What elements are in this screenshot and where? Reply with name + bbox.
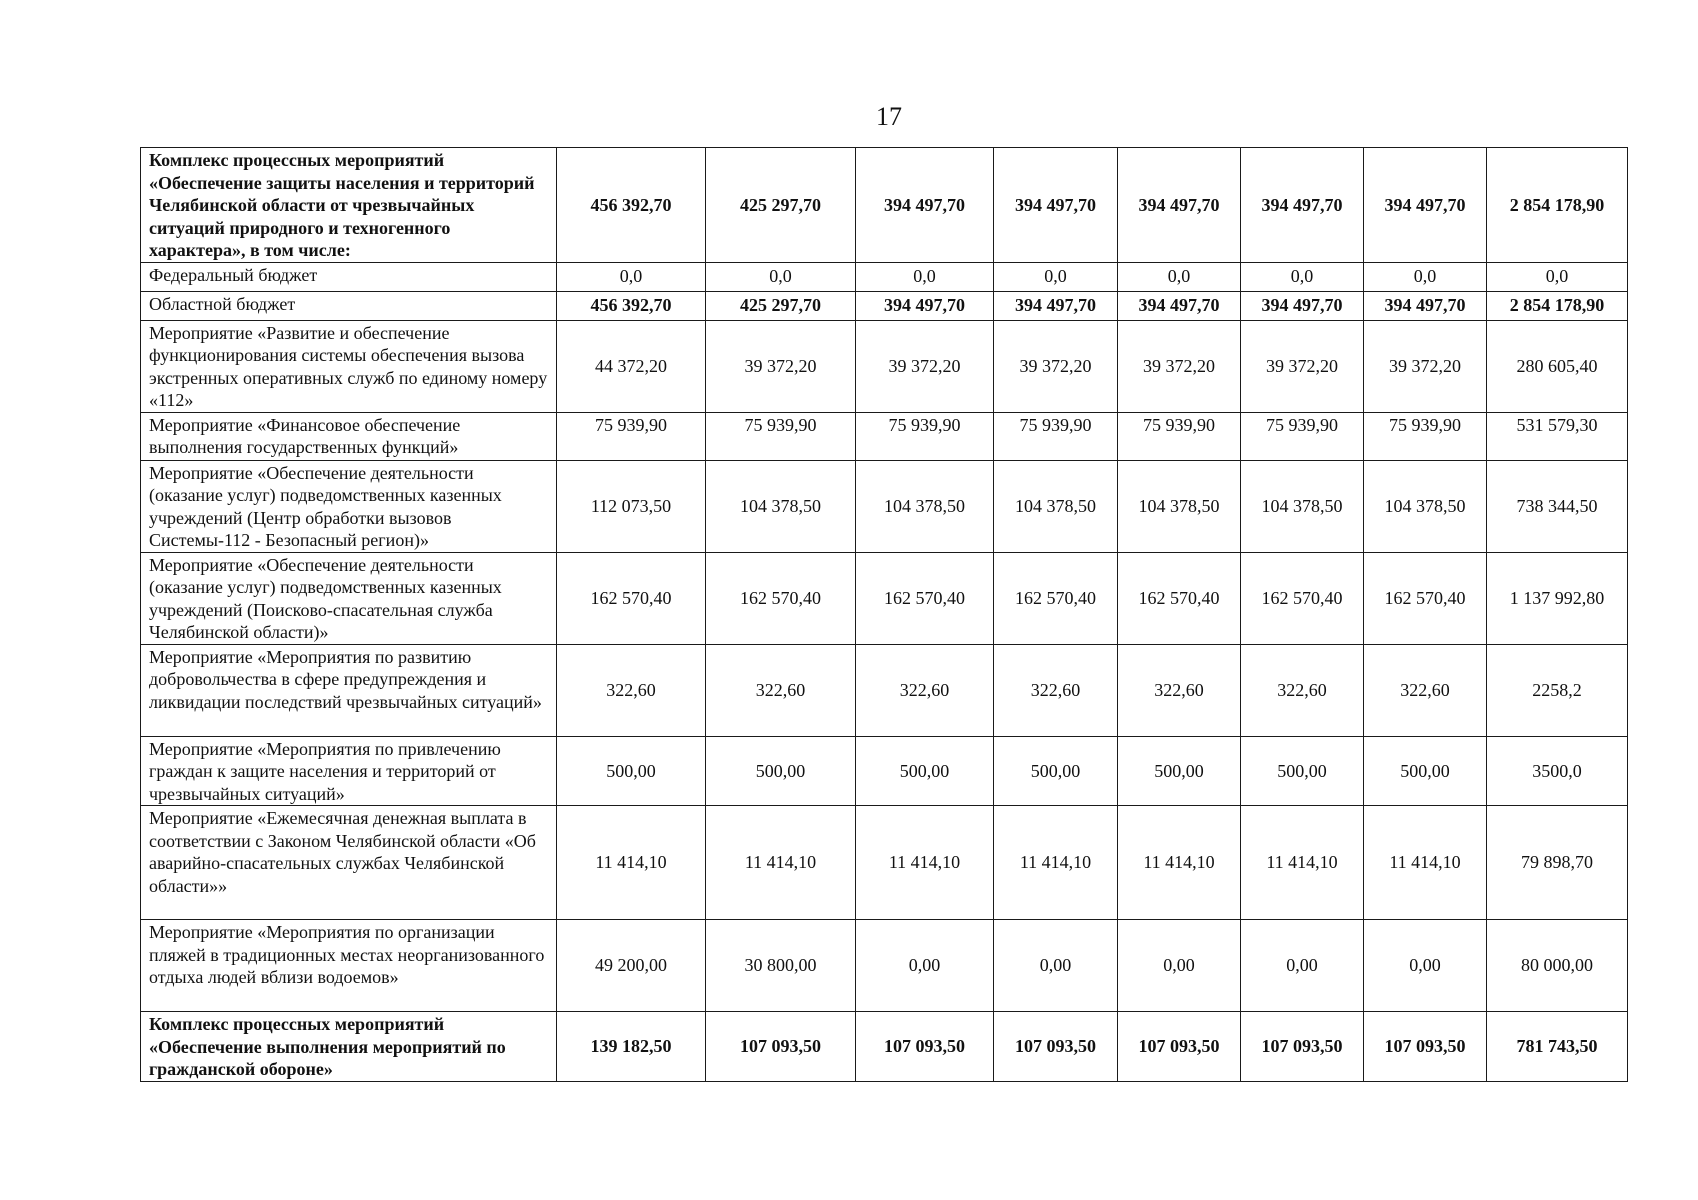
value-cell: 49 200,00 (557, 920, 706, 1012)
row-label: Мероприятие «Мероприятия по привлечению граждан к защите населения и территорий от чрезвычайных ситуаций» (141, 736, 557, 806)
row-label: Областной бюджет (141, 291, 557, 320)
value-cell: 112 073,50 (557, 460, 706, 552)
value-cell: 0,00 (856, 920, 994, 1012)
value-cell: 75 939,90 (994, 412, 1118, 460)
value-cell: 0,0 (1364, 262, 1487, 291)
budget-table (140, 147, 1628, 1082)
value-cell: 500,00 (994, 736, 1118, 806)
value-cell: 104 378,50 (1118, 460, 1241, 552)
value-cell: 75 939,90 (706, 412, 856, 460)
value-cell: 0,00 (1241, 920, 1364, 1012)
value-cell: 107 093,50 (994, 1012, 1118, 1082)
value-cell: 39 372,20 (1241, 320, 1364, 412)
value-cell: 107 093,50 (706, 1012, 856, 1082)
value-cell: 75 939,90 (856, 412, 994, 460)
value-cell: 322,60 (994, 644, 1118, 736)
table-row (141, 412, 1628, 460)
value-cell: 0,00 (1364, 920, 1487, 1012)
row-label: Мероприятие «Мероприятия по развитию добровольчества в сфере предупреждения и ликвидации последствий чрезвычайных ситуаций» (141, 644, 557, 736)
table-row (141, 320, 1628, 412)
value-cell: 500,00 (1118, 736, 1241, 806)
table-row (141, 148, 1628, 263)
value-cell: 39 372,20 (1118, 320, 1241, 412)
table-row (141, 736, 1628, 806)
value-cell: 107 093,50 (1241, 1012, 1364, 1082)
table-row (141, 644, 1628, 736)
value-cell: 75 939,90 (1241, 412, 1364, 460)
value-cell: 11 414,10 (557, 806, 706, 920)
value-cell: 0,0 (706, 262, 856, 291)
value-cell: 104 378,50 (856, 460, 994, 552)
value-cell: 107 093,50 (856, 1012, 994, 1082)
value-cell: 104 378,50 (1241, 460, 1364, 552)
value-cell: 162 570,40 (1118, 552, 1241, 644)
row-label: Мероприятие «Обеспечение деятельности (оказание услуг) подведомственных казенных учреждений (Поисково-спасательная служба Челябинской области)» (141, 552, 557, 644)
value-cell: 0,0 (1118, 262, 1241, 291)
value-cell: 39 372,20 (706, 320, 856, 412)
value-cell: 75 939,90 (557, 412, 706, 460)
value-cell: 11 414,10 (706, 806, 856, 920)
value-cell: 0,0 (1241, 262, 1364, 291)
value-cell: 0,00 (1118, 920, 1241, 1012)
value-cell: 39 372,20 (856, 320, 994, 412)
total-cell: 738 344,50 (1487, 460, 1628, 552)
value-cell: 394 497,70 (1118, 291, 1241, 320)
value-cell: 11 414,10 (1241, 806, 1364, 920)
value-cell: 394 497,70 (856, 291, 994, 320)
value-cell: 322,60 (856, 644, 994, 736)
row-label: Мероприятие «Обеспечение деятельности (оказание услуг) подведомственных казенных учреждений (Центр обработки вызовов Системы-112 - Безопасный регион)» (141, 460, 557, 552)
value-cell: 394 497,70 (994, 291, 1118, 320)
value-cell: 425 297,70 (706, 291, 856, 320)
value-cell: 322,60 (706, 644, 856, 736)
row-label: Мероприятие «Финансовое обеспечение выполнения государственных функций» (141, 412, 557, 460)
value-cell: 394 497,70 (1241, 291, 1364, 320)
value-cell: 456 392,70 (557, 291, 706, 320)
value-cell: 44 372,20 (557, 320, 706, 412)
table-row (141, 1012, 1628, 1082)
value-cell: 0,00 (994, 920, 1118, 1012)
row-label: Мероприятие «Развитие и обеспечение функционирования системы обеспечения вызова экстренных оперативных служб по единому номеру «112» (141, 320, 557, 412)
table-row (141, 552, 1628, 644)
value-cell: 500,00 (706, 736, 856, 806)
row-label: Мероприятие «Ежемесячная денежная выплата в соответствии с Законом Челябинской области «Об аварийно-спасательных службах Челябинской области»» (141, 806, 557, 920)
value-cell: 11 414,10 (856, 806, 994, 920)
total-cell: 2258,2 (1487, 644, 1628, 736)
row-label: Мероприятие «Мероприятия по организации пляжей в традиционных местах неорганизованного отдыха людей вблизи водоемов» (141, 920, 557, 1012)
value-cell: 107 093,50 (1118, 1012, 1241, 1082)
total-cell: 3500,0 (1487, 736, 1628, 806)
row-label: Комплекс процессных мероприятий «Обеспечение выполнения мероприятий по гражданской обороне» (141, 1012, 557, 1082)
row-label: Комплекс процессных мероприятий «Обеспечение защиты населения и территорий Челябинской области от чрезвычайных ситуаций природного и техногенного характера», в том числе: (141, 148, 557, 263)
value-cell: 139 182,50 (557, 1012, 706, 1082)
table-row (141, 920, 1628, 1012)
value-cell: 107 093,50 (1364, 1012, 1487, 1082)
total-cell: 79 898,70 (1487, 806, 1628, 920)
value-cell: 322,60 (1364, 644, 1487, 736)
total-cell: 531 579,30 (1487, 412, 1628, 460)
value-cell: 500,00 (856, 736, 994, 806)
value-cell: 11 414,10 (1364, 806, 1487, 920)
value-cell: 0,0 (994, 262, 1118, 291)
total-cell: 2 854 178,90 (1487, 148, 1628, 263)
table-row (141, 806, 1628, 920)
value-cell: 322,60 (1241, 644, 1364, 736)
value-cell: 30 800,00 (706, 920, 856, 1012)
value-cell: 104 378,50 (706, 460, 856, 552)
value-cell: 394 497,70 (1241, 148, 1364, 263)
value-cell: 162 570,40 (994, 552, 1118, 644)
value-cell: 322,60 (1118, 644, 1241, 736)
value-cell: 104 378,50 (994, 460, 1118, 552)
value-cell: 162 570,40 (706, 552, 856, 644)
value-cell: 75 939,90 (1118, 412, 1241, 460)
value-cell: 500,00 (1241, 736, 1364, 806)
total-cell: 80 000,00 (1487, 920, 1628, 1012)
total-cell: 0,0 (1487, 262, 1628, 291)
table-row (141, 291, 1628, 320)
value-cell: 394 497,70 (1364, 291, 1487, 320)
total-cell: 781 743,50 (1487, 1012, 1628, 1082)
value-cell: 11 414,10 (1118, 806, 1241, 920)
total-cell: 2 854 178,90 (1487, 291, 1628, 320)
value-cell: 425 297,70 (706, 148, 856, 263)
value-cell: 394 497,70 (994, 148, 1118, 263)
value-cell: 322,60 (557, 644, 706, 736)
value-cell: 162 570,40 (1241, 552, 1364, 644)
value-cell: 75 939,90 (1364, 412, 1487, 460)
value-cell: 394 497,70 (1364, 148, 1487, 263)
value-cell: 394 497,70 (856, 148, 994, 263)
value-cell: 394 497,70 (1118, 148, 1241, 263)
value-cell: 456 392,70 (557, 148, 706, 263)
table-row (141, 460, 1628, 552)
value-cell: 39 372,20 (994, 320, 1118, 412)
value-cell: 0,0 (557, 262, 706, 291)
value-cell: 104 378,50 (1364, 460, 1487, 552)
value-cell: 162 570,40 (856, 552, 994, 644)
total-cell: 280 605,40 (1487, 320, 1628, 412)
value-cell: 500,00 (1364, 736, 1487, 806)
value-cell: 11 414,10 (994, 806, 1118, 920)
page-number: 17 (876, 102, 902, 131)
row-label: Федеральный бюджет (141, 262, 557, 291)
value-cell: 162 570,40 (1364, 552, 1487, 644)
value-cell: 0,0 (856, 262, 994, 291)
total-cell: 1 137 992,80 (1487, 552, 1628, 644)
table-row (141, 262, 1628, 291)
value-cell: 500,00 (557, 736, 706, 806)
value-cell: 39 372,20 (1364, 320, 1487, 412)
value-cell: 162 570,40 (557, 552, 706, 644)
